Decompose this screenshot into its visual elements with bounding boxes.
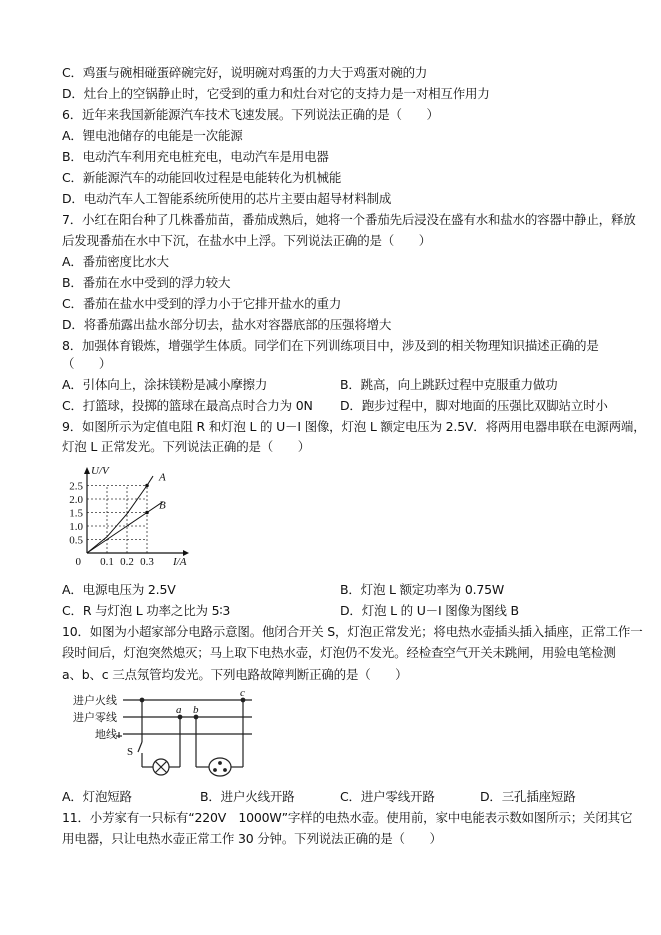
q10-option-b: B．进户火线开路 bbox=[200, 789, 295, 804]
neutral-wire-label: 进户零线 bbox=[73, 711, 117, 724]
u-i-graph bbox=[55, 460, 190, 580]
q9-stem-line1: 9．如图所示为定值电阻 R 和灯泡 L 的 U－I 图像，灯泡 L 额定电压为 2.5V．将两用电器串联在电源两端， bbox=[62, 419, 646, 434]
q7-option-d: D．将番茄露出盐水部分切去，盐水对容器底部的压强将增大 bbox=[62, 317, 392, 332]
q7-option-a: A．番茄密度比水大 bbox=[62, 254, 169, 269]
q10-stem-line3: a、b、c 三点氖管均发光。下列电路故障判断正确的是（ ） bbox=[62, 667, 408, 682]
q10-stem-line1: 10．如图为小超家部分电路示意图。他闭合开关 S，灯泡正常发光；将电热水壶插头插入插座，正常工作一 bbox=[62, 624, 643, 639]
point-c-label: c bbox=[240, 687, 245, 699]
q5-option-c: C．鸡蛋与碗相碰蛋碎碗完好，说明碗对鸡蛋的力大于鸡蛋对碗的力 bbox=[62, 65, 428, 80]
q9-option-a: A．电源电压为 2.5V bbox=[62, 582, 176, 597]
q11-stem-line2: 用电器，只让电热水壶正常工作 30 分钟。下列说法正确的是（ ） bbox=[62, 831, 442, 846]
q8-option-c: C．打篮球，投掷的篮球在最高点时合力为 0N bbox=[62, 398, 313, 413]
q7-stem-line2: 后发现番茄在水中下沉，在盐水中上浮。下列说法正确的是（ ） bbox=[62, 233, 432, 248]
q9-option-b: B．灯泡 L 额定功率为 0.75W bbox=[340, 582, 505, 597]
lamp-icon bbox=[153, 759, 169, 775]
q6-option-a: A．锂电池储存的电能是一次能源 bbox=[62, 128, 243, 143]
q10-stem-line2: 段时间后，灯泡突然熄灭；马上取下电热水壶，灯泡仍不发光。经检查空气开关未跳闸，用验电笔检测 bbox=[62, 645, 616, 660]
y-tick-label: 0.5 bbox=[69, 534, 83, 547]
switch-label: S bbox=[127, 746, 134, 758]
q8-option-b: B．跳高，向上跳跃过程中克服重力做功 bbox=[340, 377, 558, 392]
data-point-A bbox=[145, 484, 149, 488]
q9-option-c: C．R 与灯泡 L 功率之比为 5∶3 bbox=[62, 603, 231, 618]
q6-option-c: C．新能源汽车的动能回收过程是电能转化为机械能 bbox=[62, 170, 342, 185]
switch-s[interactable] bbox=[138, 742, 142, 752]
series-line-B bbox=[87, 502, 163, 553]
point-a-label: a bbox=[176, 704, 182, 716]
x-tick-label: 0.3 bbox=[140, 556, 154, 568]
y-tick-label: 1.0 bbox=[69, 521, 83, 533]
q7-option-c: C．番茄在盐水中受到的浮力小于它排开盐水的重力 bbox=[62, 296, 342, 311]
q9-stem-line2: 灯泡 L 正常发光。下列说法正确的是（ ） bbox=[62, 439, 311, 454]
x-axis-label: I/A bbox=[173, 556, 187, 568]
q8-option-a: A．引体向上，涂抹镁粉是减小摩擦力 bbox=[62, 377, 268, 392]
ground-wire-label: 地线 bbox=[95, 728, 117, 741]
x-tick-label: 0.1 bbox=[100, 556, 114, 568]
three-hole-socket-icon bbox=[209, 758, 231, 776]
q8-option-d: D．跑步过程中，脚对地面的压强比双脚站立时小 bbox=[340, 398, 608, 413]
q7-stem-line1: 7．小红在阳台种了几株番茄苗，番茄成熟后，她将一个番茄先后浸没在盛有水和盐水的容器中静止，释放 bbox=[62, 212, 636, 227]
q8-stem-line1: 8．加强体育锻炼，增强学生体质。同学们在下列训练项目中，涉及到的相关物理知识描述正确的是 bbox=[62, 338, 599, 353]
y-tick-label: 1.5 bbox=[69, 507, 83, 520]
origin-label: 0 bbox=[75, 556, 81, 568]
data-point-B bbox=[145, 511, 149, 515]
x-tick-label: 0.2 bbox=[120, 556, 134, 568]
series-label-B: B bbox=[159, 499, 166, 512]
q10-option-c: C．进户零线开路 bbox=[340, 789, 435, 804]
q10-option-a: A．灯泡短路 bbox=[62, 789, 132, 804]
q7-option-b: B．番茄在水中受到的浮力较大 bbox=[62, 275, 231, 290]
circuit-diagram bbox=[55, 685, 295, 785]
q8-stem-line2: （ ） bbox=[62, 356, 112, 371]
q6-option-b: B．电动汽车利用充电桩充电，电动汽车是用电器 bbox=[62, 149, 329, 164]
y-tick-label: 2.0 bbox=[69, 494, 83, 506]
y-axis-arrow bbox=[84, 467, 90, 474]
q9-option-d: D．灯泡 L 的 U－I 图像为图线 B bbox=[340, 603, 519, 618]
q6-stem: 6．近年来我国新能源汽车技术飞速发展。下列说法正确的是（ ） bbox=[62, 107, 439, 122]
q5-option-d: D．灶台上的空锅静止时，它受到的重力和灶台对它的支持力是一对相互作用力 bbox=[62, 86, 490, 101]
q10-option-d: D．三孔插座短路 bbox=[480, 789, 576, 804]
series-line-A bbox=[87, 476, 153, 553]
point-b-label: b bbox=[193, 704, 199, 716]
live-wire-label: 进户火线 bbox=[73, 694, 117, 707]
q6-option-d: D．电动汽车人工智能系统所使用的芯片主要由超导材料制成 bbox=[62, 191, 392, 206]
q11-stem-line1: 11．小芳家有一只标有“220V 1000W”字样的电热水壶。使用前，家中电能表示数如图所示；关闭其它 bbox=[62, 810, 633, 825]
y-axis-label: U/V bbox=[91, 465, 109, 477]
y-tick-label: 2.5 bbox=[69, 480, 83, 493]
series-label-A: A bbox=[159, 471, 166, 484]
